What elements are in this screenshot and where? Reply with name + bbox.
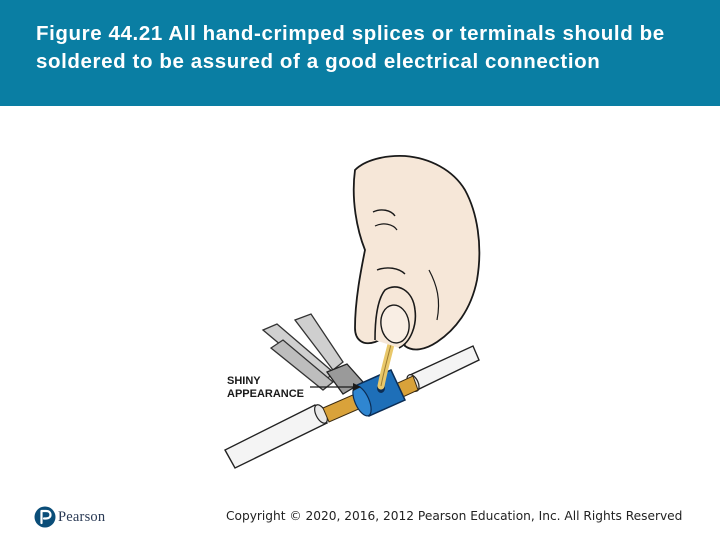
callout-label-line1: SHINY (227, 375, 261, 387)
callout-label-line2: APPEARANCE (227, 388, 305, 400)
left-wire (225, 394, 361, 468)
title-bar (0, 0, 720, 106)
hand (354, 156, 480, 350)
copyright-notice: Copyright © 2020, 2016, 2012 Pearson Education, Inc. All Rights Reserved (226, 509, 683, 523)
crimp-pliers (263, 314, 363, 394)
soldering-illustration (215, 150, 485, 470)
slide-title: Figure 44.21 All hand-crimped splices or terminals should be soldered to be assured of a good electrical connection (36, 22, 665, 73)
pearson-logo-text: Pearson (58, 509, 106, 525)
